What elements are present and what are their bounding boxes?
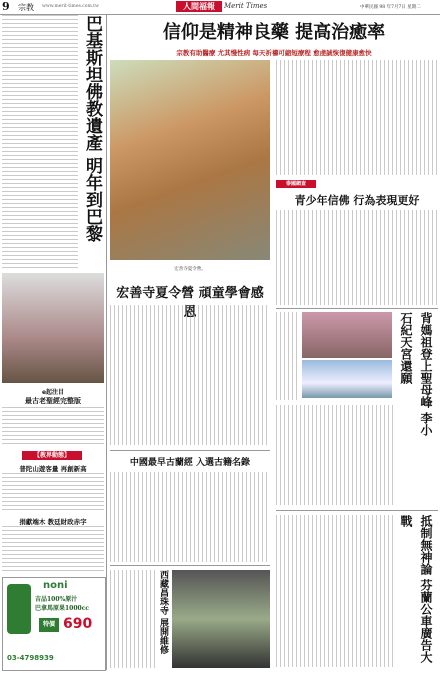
feature-photo-2 <box>302 360 392 398</box>
photo-caption: 最古老聖經完整版 <box>25 396 81 405</box>
camp-headline: 宏善寺夏令營 頑童學會感恩 <box>116 286 264 320</box>
temple-photo <box>172 570 270 668</box>
issue-date: 中華民國 98 年7月7日 星期二 <box>360 5 421 10</box>
left-headline: 巴基斯坦佛教遺產 明年到巴黎 <box>82 15 102 242</box>
ad-phone: 03-4798939 <box>7 654 54 662</box>
ad-price: 690 <box>63 616 93 632</box>
youth-headline: 青少年信佛 行為表現更好 <box>294 194 420 207</box>
caption-text <box>2 407 104 447</box>
camp-photo-caption: 宏善寺夏令營。 <box>174 267 206 272</box>
left-column <box>2 15 104 670</box>
right-column <box>276 60 438 670</box>
news2-text <box>2 526 104 571</box>
news1-text <box>2 473 104 513</box>
feature-photo-1 <box>302 312 392 358</box>
column-rule <box>106 15 107 670</box>
ad-line-1: 吉品100%原汁 <box>35 596 78 603</box>
page-header <box>0 0 440 15</box>
summer-camp-photo <box>110 60 270 260</box>
thailand-tag: 泰國網查 <box>276 180 316 188</box>
divider <box>110 450 270 451</box>
tibet-headline: 西藏昌珠寺 展開維修 <box>158 570 168 655</box>
quran-article <box>110 472 270 562</box>
finland-headline: 抵制無神論 芬蘭公車廣告大戰 <box>399 515 433 664</box>
divider <box>110 565 270 566</box>
mazu-article <box>276 405 394 505</box>
main-subhead: 宗教有助醫療 尤其慢性病 每天祈禱可縮短療程 愈虔誠恢復健康愈快 <box>176 49 372 57</box>
main-article <box>276 60 438 175</box>
main-headline: 信仰是精神良藥 提高治癒率 <box>162 22 386 43</box>
camp-article <box>110 305 270 445</box>
ad-brand: noni <box>43 580 68 591</box>
news-header: 【教界動態】 <box>22 451 82 460</box>
news1-title: 普陀山遊客量 再創新高 <box>19 465 87 473</box>
photo-caption-title: e起注目 <box>41 389 65 396</box>
bible-photo <box>2 273 104 383</box>
divider <box>276 510 438 511</box>
center-column <box>110 60 270 670</box>
news2-title: 捐獻端木 教廷財政赤字 <box>19 518 87 526</box>
quran-headline: 中國最早古蘭經 入選古籍名錄 <box>129 458 251 468</box>
ad-price-label: 特價 <box>39 618 59 632</box>
page-number: 9 <box>2 0 10 13</box>
masthead-logo: 人間福報 <box>176 1 222 12</box>
masthead-en: Merit Times <box>224 2 268 10</box>
feature-caption <box>276 312 300 400</box>
mazu-headline: 背媽祖登上聖母峰 李小石紀天宮還願 <box>399 312 433 437</box>
site-url[interactable]: www.merit-times.com.tw <box>42 4 99 9</box>
youth-article <box>276 210 438 305</box>
noni-ad[interactable] <box>2 577 106 671</box>
finland-article <box>276 515 394 667</box>
ad-line-2: 巴拿馬原果1000cc <box>35 605 90 612</box>
tibet-article <box>110 570 155 668</box>
article-text <box>2 15 78 270</box>
section-label: 宗教 <box>18 3 34 12</box>
divider <box>276 308 438 309</box>
bottle-image <box>7 584 31 634</box>
